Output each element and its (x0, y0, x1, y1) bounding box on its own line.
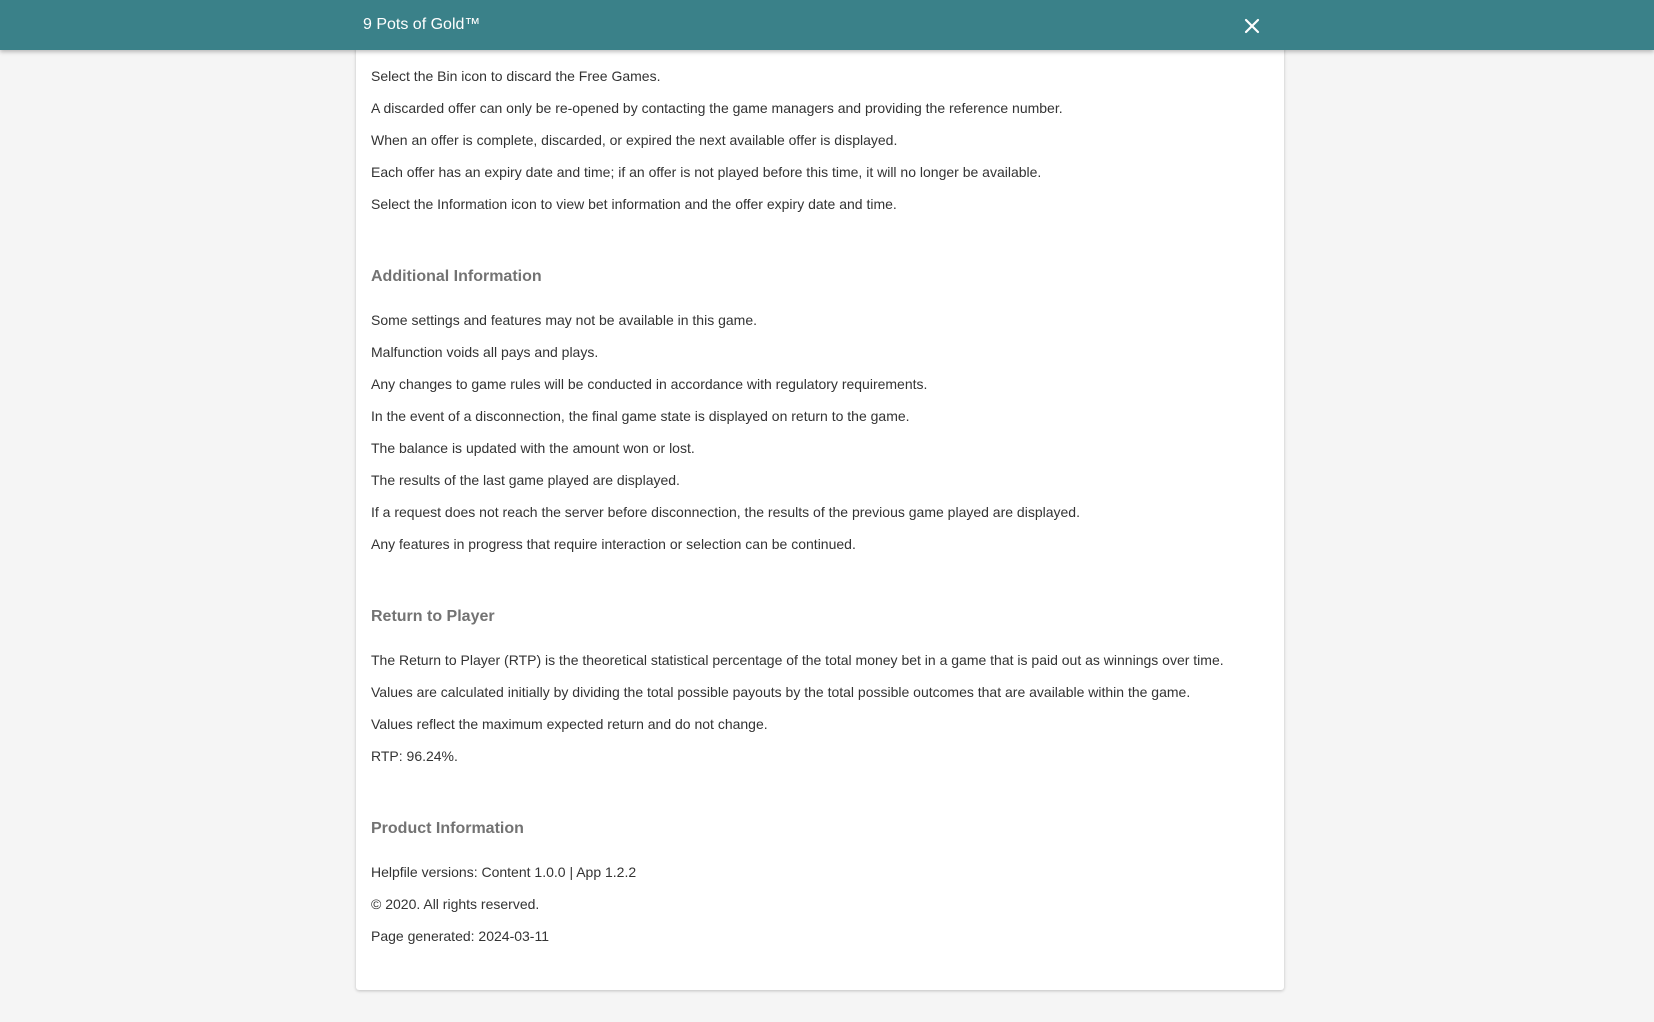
return-to-player-heading: Return to Player (371, 608, 495, 625)
return-to-player-line: The Return to Player (RTP) is the theoretical statistical percentage of the total money bet in a game that is paid out as winnings over time. (371, 652, 1224, 668)
additional-information-line: The results of the last game played are displayed. (371, 472, 680, 488)
rtp-value: RTP: 96.24%. (371, 748, 458, 764)
page-generated-date: Page generated: 2024-03-11 (371, 928, 549, 944)
additional-information-line: In the event of a disconnection, the final game state is displayed on return to the game. (371, 408, 910, 424)
additional-information-line: Any features in progress that require interaction or selection can be continued. (371, 536, 856, 552)
game-title: 9 Pots of Gold™ (363, 16, 481, 33)
additional-information-line: Malfunction voids all pays and plays. (371, 344, 599, 360)
help-header-bar (0, 0, 1654, 50)
free-games-line: When an offer is complete, discarded, or expired the next available offer is displayed. (371, 132, 898, 148)
return-to-player-line: Values are calculated initially by dividing the total possible payouts by the total possible outcomes that are available within the game. (371, 684, 1191, 700)
free-games-line: A discarded offer can only be re-opened by contacting the game managers and providing the reference number. (371, 100, 1063, 116)
product-information-heading: Product Information (371, 820, 524, 837)
additional-information-line: Some settings and features may not be available in this game. (371, 312, 757, 328)
helpfile-versions: Helpfile versions: Content 1.0.0 | App 1.2.2 (371, 864, 637, 880)
additional-information-heading: Additional Information (371, 268, 542, 285)
help-content-card (356, 0, 1284, 990)
additional-information-line: The balance is updated with the amount won or lost. (371, 440, 695, 456)
free-games-line: Select the Information icon to view bet information and the offer expiry date and time. (371, 196, 897, 212)
free-games-line: Select the Bin icon to discard the Free Games. (371, 68, 661, 84)
free-games-line: Each offer has an expiry date and time; if an offer is not played before this time, it will no longer be available. (371, 164, 1042, 180)
additional-information-line: Any changes to game rules will be conducted in accordance with regulatory requirements. (371, 376, 928, 392)
copyright-text: © 2020. All rights reserved. (371, 896, 540, 912)
close-icon (1238, 12, 1266, 40)
close-button[interactable] (1238, 12, 1266, 40)
return-to-player-line: Values reflect the maximum expected return and do not change. (371, 716, 768, 732)
additional-information-line: If a request does not reach the server before disconnection, the results of the previous game played are displayed. (371, 504, 1080, 520)
